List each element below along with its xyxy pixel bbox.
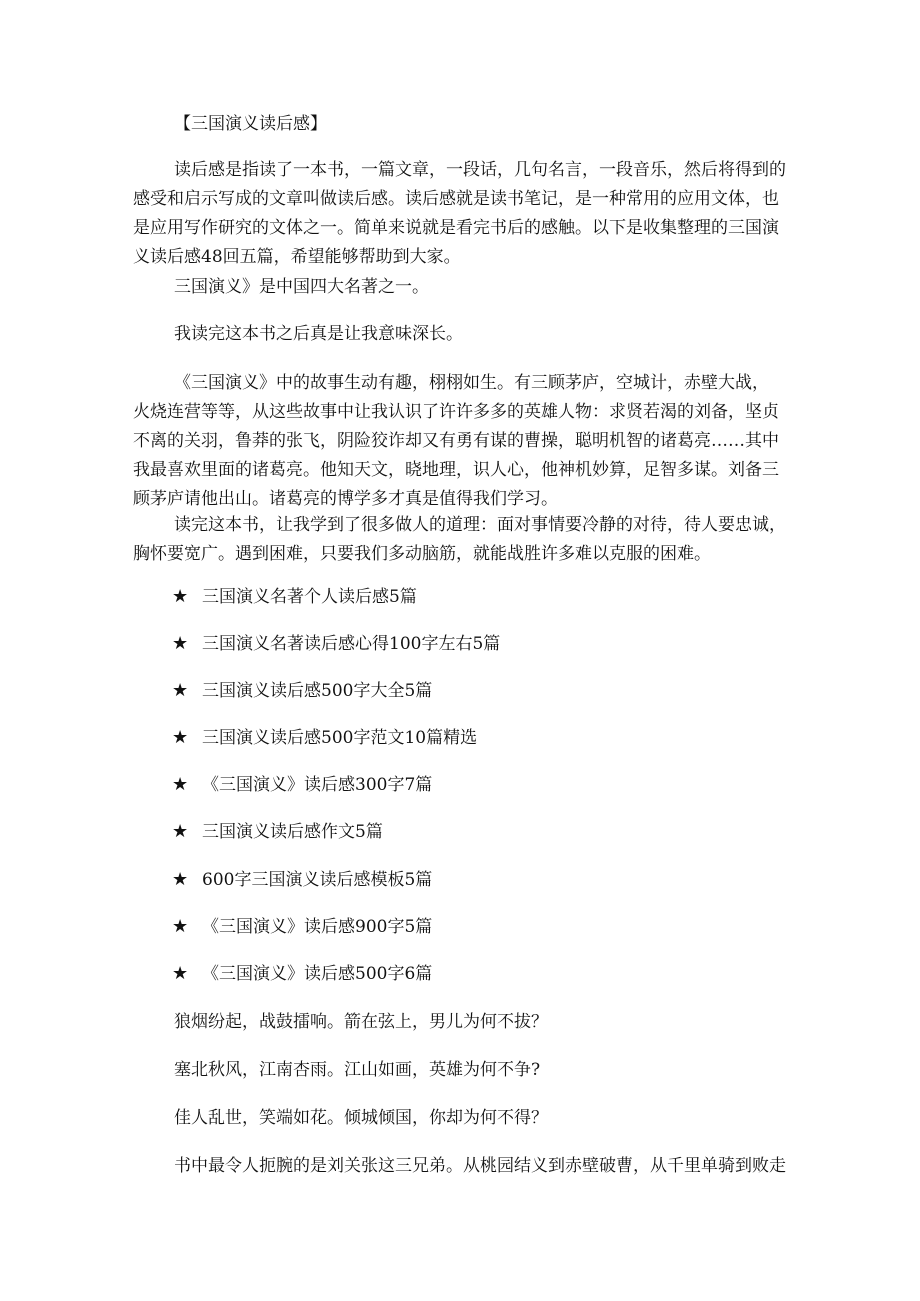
related-link[interactable]: [172, 726, 477, 750]
related-link-label: 《三国演义》读后感500字6篇: [202, 964, 433, 984]
poem-line: 狼烟纷起，战鼓擂响。箭在弦上，男儿为何不拔？: [174, 1012, 548, 1032]
related-link[interactable]: [172, 773, 432, 797]
star-icon: ★: [172, 774, 189, 795]
related-link[interactable]: [172, 868, 432, 892]
related-link-label: 《三国演义》读后感900字5篇: [202, 917, 433, 937]
intro-line: 是应用写作研究的文体之一。简单来说就是看完书后的感触。以下是收集整理的三国演: [133, 218, 779, 238]
related-link[interactable]: [172, 915, 432, 939]
star-icon: ★: [172, 916, 189, 937]
lesson-line: 读完这本书，让我学到了很多做人的道理：面对事情要冷静的对待，待人要忠诚，: [174, 515, 786, 535]
related-link-label: 三国演义读后感500字范文10篇精选: [202, 728, 478, 748]
related-link-label: 600字三国演义读后感模板5篇: [202, 870, 433, 890]
document-title: 【三国演义读后感】: [174, 114, 327, 134]
related-link-label: 《三国演义》读后感300字7篇: [202, 775, 433, 795]
related-link-label: 三国演义名著读后感心得100字左右5篇: [202, 634, 501, 654]
intro-paragraph: [133, 156, 789, 272]
story-line: 顾茅庐请他出山。诸葛亮的博学多才真是值得我们学习。: [133, 489, 558, 509]
poem-line: 佳人乱世，笑端如花。倾城倾国，你却为何不得？: [174, 1108, 548, 1128]
poem-line: 塞北秋风，江南杏雨。江山如画，英雄为何不争?: [174, 1060, 541, 1080]
star-icon: ★: [172, 680, 189, 701]
star-icon: ★: [172, 869, 189, 890]
intro-line: 义读后感48回五篇，希望能够帮助到大家。: [133, 247, 461, 267]
related-link-label: 三国演义读后感500字大全5篇: [202, 681, 433, 701]
intro-line: 读后感是指读了一本书，一篇文章，一段话，几句名言，一段音乐，然后将得到的: [174, 160, 786, 180]
story-line: 《三国演义》中的故事生动有趣，栩栩如生。有三顾茅庐，空城计，赤壁大战，: [174, 373, 769, 393]
closing-line: 书中最令人扼腕的是刘关张这三兄弟。从桃园结义到赤壁破曹，从千里单骑到败走: [174, 1156, 786, 1176]
story-paragraph: [133, 369, 789, 514]
lesson-line: 胸怀要宽广。遇到困难，只要我们多动脑筋，就能战胜许多难以克服的困难。: [133, 544, 711, 564]
related-link[interactable]: [172, 962, 432, 986]
related-link[interactable]: [172, 632, 500, 656]
star-icon: ★: [172, 633, 189, 654]
star-icon: ★: [172, 963, 189, 984]
paragraph-line: 我读完这本书之后真是让我意味深长。: [174, 324, 463, 344]
story-line: 我最喜欢里面的诸葛亮。他知天文，晓地理，识人心，他神机妙算，足智多谋。刘备三: [133, 460, 779, 480]
star-icon: ★: [172, 727, 189, 748]
story-line: 不离的关羽，鲁莽的张飞，阴险狡诈却又有勇有谋的曹操，聪明机智的诸葛亮……其中: [133, 431, 779, 451]
star-icon: ★: [172, 586, 189, 607]
paragraph-line: 三国演义》是中国四大名著之一。: [174, 277, 429, 297]
related-link[interactable]: [172, 679, 432, 703]
related-link[interactable]: [172, 585, 417, 609]
lesson-paragraph: [133, 511, 789, 569]
intro-line: 感受和启示写成的文章叫做读后感。读后感就是读书笔记，是一种常用的应用文体，也: [133, 189, 779, 209]
related-link-label: 三国演义名著个人读后感5篇: [202, 587, 417, 607]
related-link[interactable]: [172, 820, 383, 844]
story-line: 火烧连营等等，从这些故事中让我认识了许许多多的英雄人物：求贤若渴的刘备，坚贞: [133, 402, 779, 422]
star-icon: ★: [172, 821, 189, 842]
related-link-label: 三国演义读后感作文5篇: [202, 822, 383, 842]
